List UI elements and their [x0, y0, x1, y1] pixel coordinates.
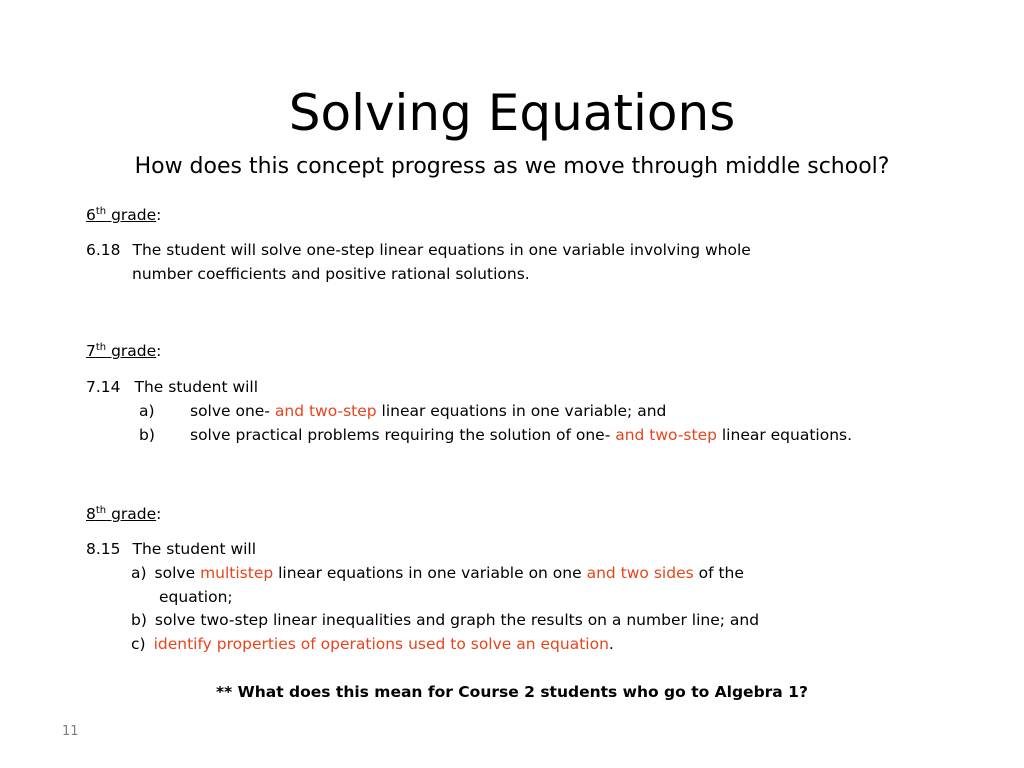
grade-7-colon: :: [156, 342, 162, 360]
standard-7-14-a-highlight: and two-step: [274, 402, 377, 420]
standard-7-14-number: 7.14: [86, 378, 121, 396]
standard-8-15-c-end: .: [608, 635, 614, 653]
slide-subtitle: How does this concept progress as we move through middle school?: [134, 154, 890, 179]
standard-8-15-b: [131, 609, 759, 631]
standard-8-15-c: [131, 633, 614, 655]
standard-7-14-b-text-1: solve practical problems requiring the solution of one-: [190, 426, 616, 444]
standard-8-15-a: [131, 562, 744, 584]
grade-8-heading: [86, 503, 161, 525]
grade-6-sup: th: [95, 205, 107, 217]
standard-8-15-a-label: a): [131, 564, 147, 582]
slide-title: Solving Equations: [288, 84, 736, 142]
standard-6-18-line-2: number coefficients and positive rational solutions.: [132, 265, 530, 283]
standard-7-14-intro: [86, 376, 258, 398]
grade-6-word: grade: [106, 206, 157, 224]
grade-6-colon: :: [156, 206, 162, 224]
standard-8-15-a-text-1: solve: [154, 564, 201, 582]
grade-7-sup: th: [95, 341, 107, 353]
standard-6-18-number: 6.18: [86, 241, 121, 259]
standard-7-14-a-text-2: linear equations in one variable; and: [376, 402, 667, 420]
standard-8-15-a-continuation: equation;: [159, 588, 233, 606]
standard-8-15-b-text: solve two-step linear inequalities and graph the results on a number line; and: [154, 611, 760, 629]
standard-7-14-a-text-1: solve one-: [190, 402, 275, 420]
standard-8-15-a-highlight-2: and two sides: [586, 564, 694, 582]
standard-8-15-intro: [86, 538, 256, 560]
grade-8-number: 8: [86, 505, 96, 523]
grade-7-heading: [86, 340, 161, 362]
standard-8-15-a-text-2: linear equations in one variable on one: [273, 564, 587, 582]
grade-8-sup: th: [95, 504, 107, 516]
standard-7-14-b-highlight: and two-step: [615, 426, 717, 444]
standard-6-18-line-1: [86, 239, 751, 261]
standard-7-14-b-text-2: linear equations.: [716, 426, 853, 444]
standard-8-15-a-highlight-1: multistep: [200, 564, 274, 582]
standard-7-14-b-label: b): [139, 426, 155, 444]
standard-8-15-number: 8.15: [86, 540, 121, 558]
grade-8-word: grade: [106, 505, 157, 523]
standard-7-14-b: [190, 424, 852, 446]
standard-8-15-b-label: b): [131, 611, 147, 629]
standard-8-15-c-label: c): [131, 635, 146, 653]
grade-8-colon: :: [156, 505, 162, 523]
standard-8-15-c-highlight: identify properties of operations used to solve an equation: [153, 635, 609, 653]
standard-6-18-text-1: The student will solve one-step linear equations in one variable involving whole: [132, 241, 751, 259]
discussion-question: ** What does this mean for Course 2 students who go to Algebra 1?: [216, 683, 808, 701]
grade-6-heading: [86, 204, 161, 226]
grade-7-word: grade: [106, 342, 157, 360]
standard-7-14-intro-text: The student will: [134, 378, 259, 396]
grade-6-number: 6: [86, 206, 96, 224]
standard-7-14-a: [190, 400, 666, 422]
standard-8-15-intro-text: The student will: [132, 540, 257, 558]
standard-8-15-a-text-3: of the: [693, 564, 744, 582]
standard-7-14-a-label: a): [139, 402, 155, 420]
grade-7-number: 7: [86, 342, 96, 360]
page-number: 11: [62, 724, 79, 739]
